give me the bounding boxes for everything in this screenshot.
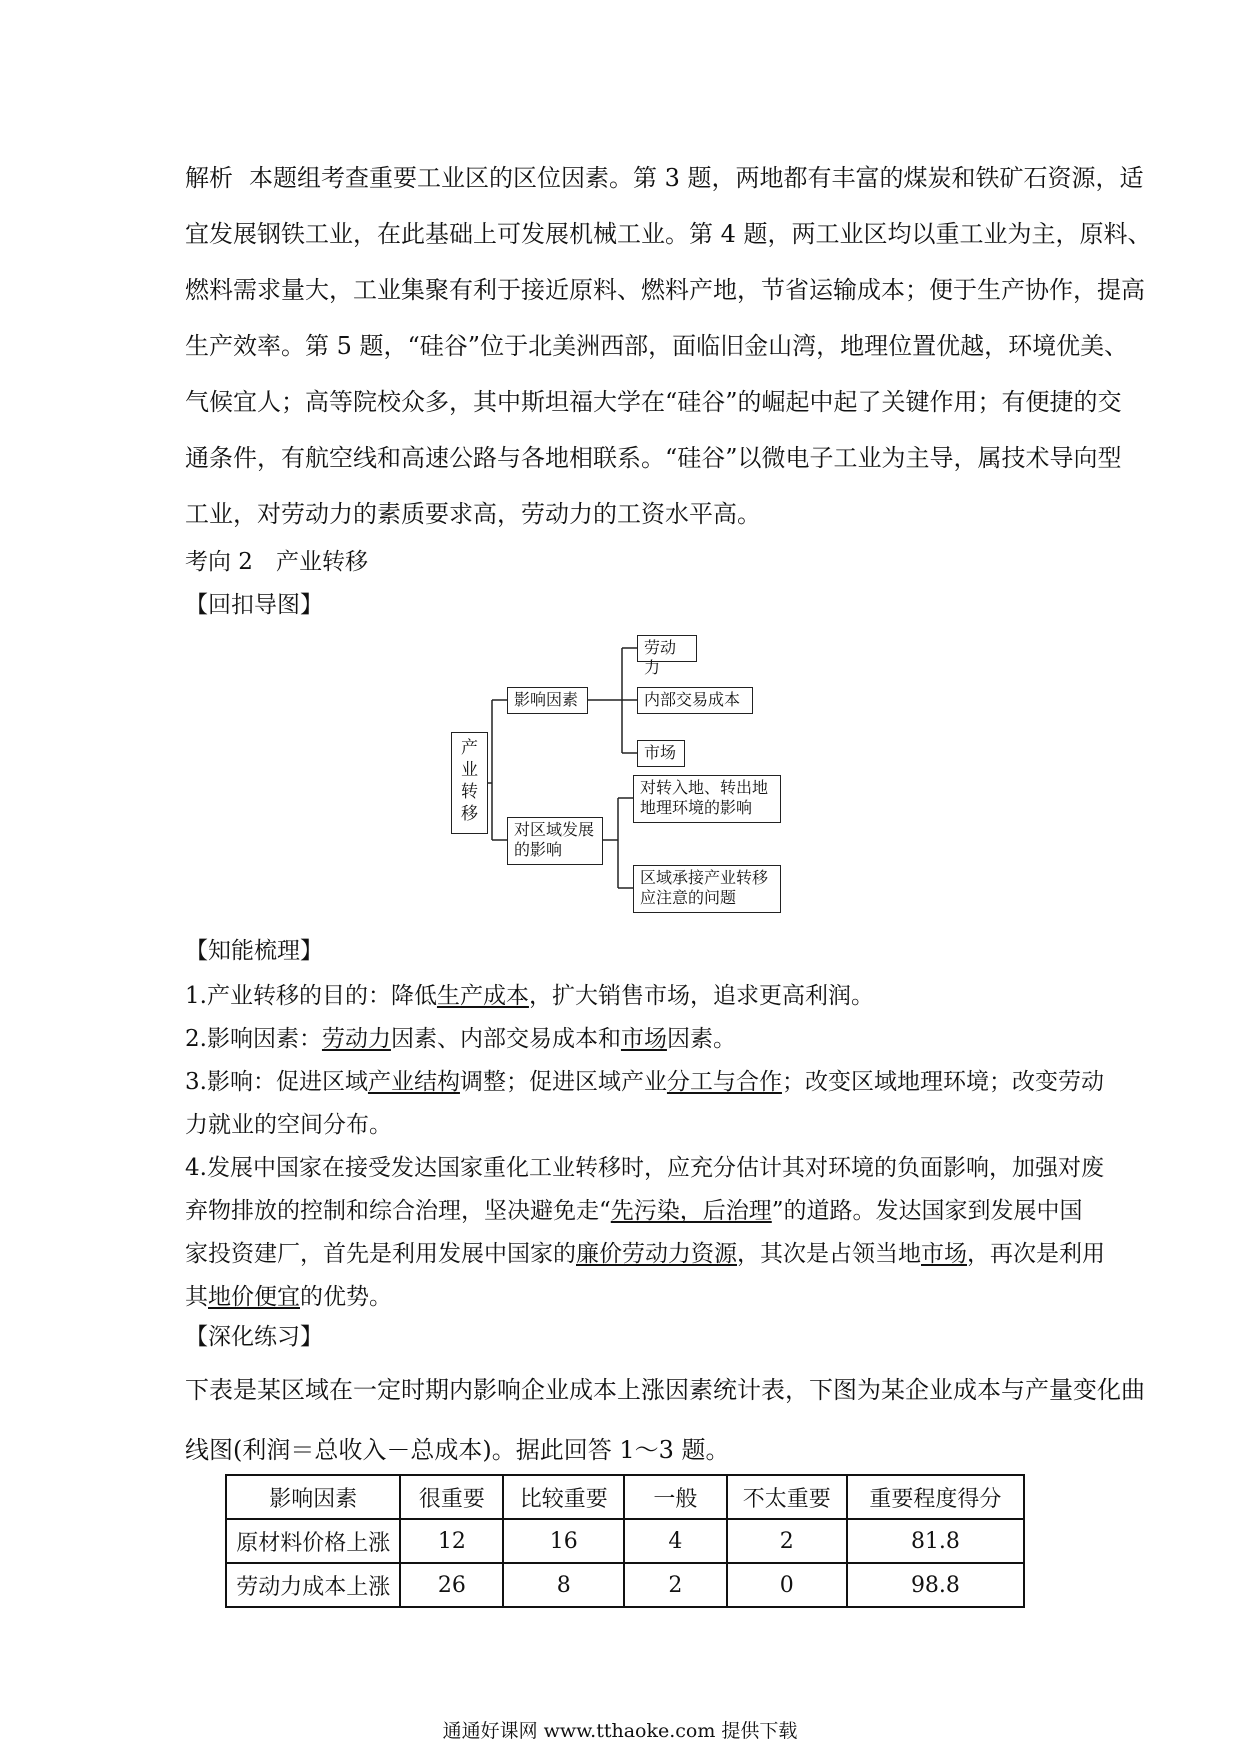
analysis-line: 气候宜人；高等院校众多，其中斯坦福大学在“硅谷”的崛起中起了关键作用；有便捷的交 (185, 388, 1122, 416)
table-cell: 16 (503, 1519, 624, 1563)
text: 调整；促进区域产业 (459, 1069, 667, 1095)
text: ”的道路。发达国家到发展中国 (771, 1198, 1083, 1224)
mindmap-leaf-environment-impact (633, 775, 781, 823)
table-header: 重要程度得分 (847, 1475, 1024, 1519)
table-cell: 4 (624, 1519, 726, 1563)
point-4-cont (185, 1233, 1105, 1276)
table-header: 比较重要 (503, 1475, 624, 1519)
text: 因素、内部交易成本和 (390, 1026, 621, 1052)
analysis-line: 燃料需求量大，工业集聚有利于接近原料、燃料产地，节省运输成本；便于生产协作，提高 (185, 276, 1145, 304)
cost-factors-table (225, 1474, 1025, 1608)
mindmap-leaf-line: 应注意的问题 (640, 888, 737, 907)
table-cell: 0 (727, 1563, 847, 1607)
knowledge-points (185, 975, 1105, 1319)
mindmap-leaf-line: 地理环境的影响 (640, 798, 753, 817)
table-cell: 2 (727, 1519, 847, 1563)
text: ，扩大销售市场，追求更高利润。 (528, 983, 874, 1009)
text: 2.影响因素： (185, 1026, 322, 1052)
text: 家投资建厂，首先是利用发展中国家的 (185, 1241, 576, 1267)
point-3 (185, 1061, 1104, 1104)
mindmap-branch-line: 的影响 (514, 840, 563, 859)
table-header: 一般 (624, 1475, 726, 1519)
point-2 (185, 1018, 1067, 1061)
analysis-line: 生产效率。第 5 题，“硅谷”位于北美洲西部，面临旧金山湾，地理位置优越，环境优美、 (185, 332, 1129, 360)
table-cell: 98.8 (847, 1563, 1024, 1607)
underlined-answer: 先污染，后治理 (610, 1198, 772, 1224)
analysis-line: 通条件，有航空线和高速公路与各地相联系。“硅谷”以微电子工业为主导，属技术导向型 (185, 444, 1122, 472)
table-row (226, 1519, 1024, 1563)
mindmap-leaf-attention-issues (633, 865, 781, 913)
table-cell: 8 (503, 1563, 624, 1607)
underlined-answer: 市场 (921, 1241, 967, 1267)
point-4: 4.发展中国家在接受发达国家重化工业转移时，应充分估计其对环境的负面影响，加强对废 (185, 1155, 1104, 1181)
text: 的优势。 (300, 1284, 392, 1310)
practice-heading: 【深化练习】 (185, 1324, 323, 1350)
section-title: 考向 2 产业转移 (185, 549, 368, 575)
analysis-line: 宜发展钢铁工业，在此基础上可发展机械工业。第 4 题，两工业区均以重工业为主，原料、 (185, 220, 1152, 248)
table-cell: 2 (624, 1563, 726, 1607)
intro-line: 线图(利润＝总收入－总成本)。据此回答 1～3 题。 (185, 1436, 730, 1464)
table-header: 不太重要 (727, 1475, 847, 1519)
table-cell: 劳动力成本上涨 (226, 1563, 400, 1607)
text: ，再次是利用 (967, 1241, 1105, 1267)
underlined-answer: 廉价劳动力资源 (576, 1241, 737, 1267)
mindmap-branch-line: 对区域发展 (514, 820, 595, 839)
table-cell: 原材料价格上涨 (226, 1519, 400, 1563)
mindmap-leaf-line: 对转入地、转出地 (640, 778, 769, 797)
mindmap-leaf-market: 市场 (637, 740, 685, 767)
practice-intro (185, 1360, 1145, 1480)
text: 因素。 (666, 1026, 736, 1052)
underlined-answer: 地价便宜 (208, 1284, 300, 1310)
table-cell: 26 (400, 1563, 503, 1607)
analysis-text: 本题组考查重要工业区的区位因素。第 3 题，两地都有丰富的煤炭和铁矿石资源，适 (249, 164, 1144, 192)
intro-line: 下表是某区域在一定时期内影响企业成本上涨因素统计表，下图为某企业成本与产量变化曲 (185, 1376, 1145, 1404)
table-header: 很重要 (400, 1475, 503, 1519)
text: 弃物排放的控制和综合治理，坚决避免走“ (185, 1198, 611, 1224)
table-header-row (226, 1475, 1024, 1519)
mindmap-branch-factors: 影响因素 (507, 687, 588, 714)
analysis-line: 工业，对劳动力的素质要求高，劳动力的工资水平高。 (185, 500, 761, 528)
text: 1.产业转移的目的：降低 (185, 983, 437, 1009)
text: ，其次是占领当地 (737, 1241, 921, 1267)
text: 3.影响：促进区域 (185, 1069, 368, 1095)
analysis-paragraph (185, 150, 1152, 542)
point-4-cont (185, 1276, 1067, 1319)
underlined-answer: 生产成本 (436, 983, 529, 1009)
page-footer: 通通好课网 www.tthaoke.com 提供下载 (442, 1720, 798, 1742)
underlined-answer: 劳动力 (321, 1026, 391, 1052)
mindmap-leaf-line: 区域承接产业转移 (640, 868, 769, 887)
underlined-answer: 分工与合作 (666, 1069, 782, 1095)
table-cell: 12 (400, 1519, 503, 1563)
analysis-label: 解析 (185, 164, 233, 192)
analysis-line (185, 150, 1144, 206)
mindmap-branch-regional-impact (507, 817, 603, 865)
mind-map (440, 615, 830, 925)
mindmap-root-box: 产业转移 (451, 732, 488, 834)
point-3-cont: 力就业的空间分布。 (185, 1112, 392, 1138)
table-header: 影响因素 (226, 1475, 400, 1519)
table-row (226, 1563, 1024, 1607)
knowledge-heading: 【知能梳理】 (185, 938, 323, 964)
text: ；改变区域地理环境；改变劳动 (781, 1069, 1104, 1095)
point-4-cont (185, 1190, 1083, 1233)
underlined-answer: 产业结构 (367, 1069, 460, 1095)
mindmap-leaf-transaction-cost: 内部交易成本 (637, 687, 753, 714)
table-cell: 81.8 (847, 1519, 1024, 1563)
text: 其 (185, 1284, 208, 1310)
point-1 (185, 975, 1067, 1018)
mindmap-leaf-labor: 劳动力 (637, 635, 697, 662)
mindmap-heading: 【回扣导图】 (185, 592, 323, 618)
underlined-answer: 市场 (620, 1026, 667, 1052)
